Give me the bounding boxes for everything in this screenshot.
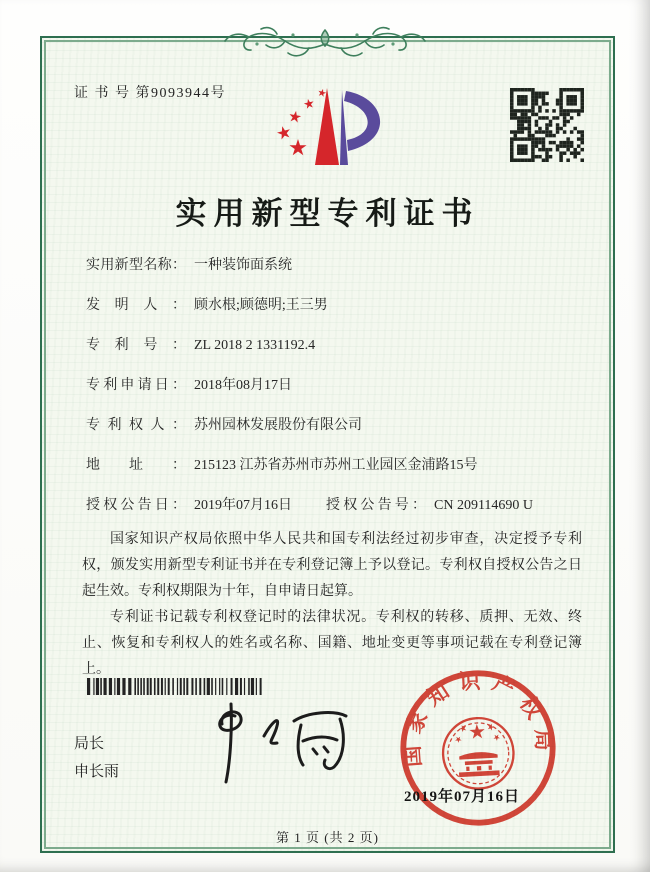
field-row-patentee xyxy=(86,414,586,437)
field-label: 发明人： xyxy=(86,298,186,313)
legal-paragraph-1: 国家知识产权局依照中华人民共和国专利法经过初步审查，决定授予专利权，颁发实用新型专利证书并在专利登记簿上予以登记。专利权自授权公告之日起生效。专利权期限为十年，自申请日起算。 xyxy=(82,532,582,599)
field-value: CN 209114690 U xyxy=(434,498,534,513)
field-value: 顾水根;顾德明;王三男 xyxy=(194,298,328,313)
field-value: 2019年07月16日 xyxy=(194,498,292,513)
field-row-name xyxy=(86,254,586,277)
field-row-address xyxy=(86,454,586,477)
field-label: 专利权人： xyxy=(86,418,186,433)
field-value: 苏州园林发展股份有限公司 xyxy=(194,418,362,433)
page-footer: 第 1 页 (共 2 页) xyxy=(276,830,379,845)
field-row-filing-date xyxy=(86,374,586,397)
field-label: 专利申请日： xyxy=(86,378,186,393)
national-emblem-icon xyxy=(441,716,515,790)
certificate-number: 证 书 号 第9093944号 xyxy=(74,86,226,101)
fields-block xyxy=(86,254,586,534)
field-label: 实用新型名称： xyxy=(86,258,186,273)
field-label: 专利号： xyxy=(86,338,186,353)
qr-code-icon xyxy=(510,88,584,162)
signer-name: 申长雨 xyxy=(74,764,120,780)
top-flourish-ornament-icon xyxy=(223,20,427,64)
official-seal-icon xyxy=(394,664,562,832)
field-value: ZL 2018 2 1331192.4 xyxy=(194,338,316,353)
legal-paragraph-2: 专利证书记载专利权登记时的法律状况。专利权的转移、质押、无效、终止、恢复和专利权人的姓名或名称、国籍、地址变更等事项记载在专利登记簿上。 xyxy=(82,610,582,677)
field-label: 授权公告号： xyxy=(326,498,426,513)
seal-org-text: 国家知识产权局 xyxy=(399,668,557,768)
border-frame xyxy=(40,36,615,853)
field-value: 一种装饰面系统 xyxy=(194,258,292,273)
field-row-patent-no xyxy=(86,334,586,357)
signer-block xyxy=(74,730,119,786)
cnipa-logo-icon xyxy=(267,84,397,170)
seal-date: 2019年07月16日 xyxy=(404,789,521,805)
barcode-icon xyxy=(87,678,265,695)
signer-title: 局长 xyxy=(74,736,105,752)
field-row-inventors xyxy=(86,294,586,317)
field-label: 授权公告日： xyxy=(86,498,186,513)
field-value: 2018年08月17日 xyxy=(194,378,292,393)
field-row-grant xyxy=(86,494,586,517)
handwritten-signature-icon xyxy=(194,700,366,788)
legal-text-block xyxy=(82,527,582,683)
field-value: 215123 江苏省苏州市苏州工业园区金浦路15号 xyxy=(194,458,478,473)
certificate-title: 实用新型专利证书 xyxy=(175,196,480,231)
field-label: 地址： xyxy=(86,458,186,473)
